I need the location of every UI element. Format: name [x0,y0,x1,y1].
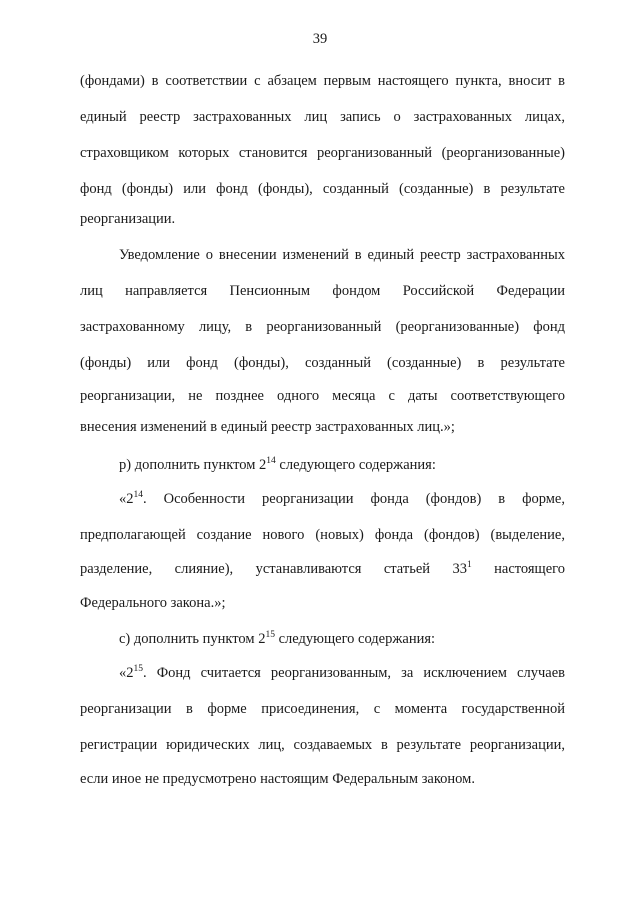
text-line: Уведомление о внесении изменений в единый реестр застрахованных [119,247,565,263]
text-fragment: следующего содержания: [279,457,436,473]
text-line: предполагающей создание нового (новых) фонда (фондов) (выделение, [80,527,565,543]
text-fragment: р) дополнить пунктом 2 [119,457,267,473]
text-line: реорганизации, не позднее одного месяца с даты соответствующего [80,388,565,404]
text-line: страховщиком которых становится реорганизованный (реорганизованные) [80,145,565,161]
page-number: 39 [312,31,328,47]
text-line: Федерального закона.»; [80,595,226,611]
text-fragment: следующего содержания: [278,631,436,647]
text-line: внесения изменений в единый реестр застрахованных лиц.»; [80,419,455,435]
text-line: единый реестр застрахованных лиц запись о застрахованных лицах, [80,109,565,125]
text-fragment: с) дополнить пунктом 2 [119,631,266,647]
text-line: застрахованному лицу, в реорганизованный (реорганизованные) фонд [80,319,565,335]
text-fragment: «2 [119,491,134,507]
text-line [119,456,565,474]
text-fragment: разделение, слияние), устанавливаются статьей 33 [80,561,467,577]
text-line: фонд (фонды) или фонд (фонды), созданный (созданные) в результате [80,181,565,197]
superscript: 14 [133,490,143,500]
text-fragment: настоящего [494,561,565,577]
text-line [80,560,565,578]
text-line: (фондами) в соответствии с абзацем первым настоящего пункта, вносит в [80,73,565,89]
text-fragment: . Особенности реорганизации фонда (фондов) в форме, [143,491,565,507]
text-line [119,490,565,508]
text-line [119,664,565,682]
text-line: регистрации юридических лиц, создаваемых в результате реорганизации, [80,737,565,753]
text-line: реорганизации в форме присоединения, с момента государственной [80,701,565,717]
text-fragment: «2 [119,665,134,681]
superscript: 15 [133,664,143,674]
text-fragment: . Фонд считается реорганизованным, за исключением случаев [143,665,565,681]
superscript: 15 [265,630,275,640]
text-line: если иное не предусмотрено настоящим Федеральным законом. [80,771,475,787]
text-line: лиц направляется Пенсионным фондом Российской Федерации [80,283,565,299]
text-line [119,630,565,648]
text-line: (фонды) или фонд (фонды), созданный (созданные) в результате [80,355,565,371]
superscript: 14 [266,456,276,466]
text-line: реорганизации. [80,211,176,227]
superscript: 1 [466,560,472,570]
